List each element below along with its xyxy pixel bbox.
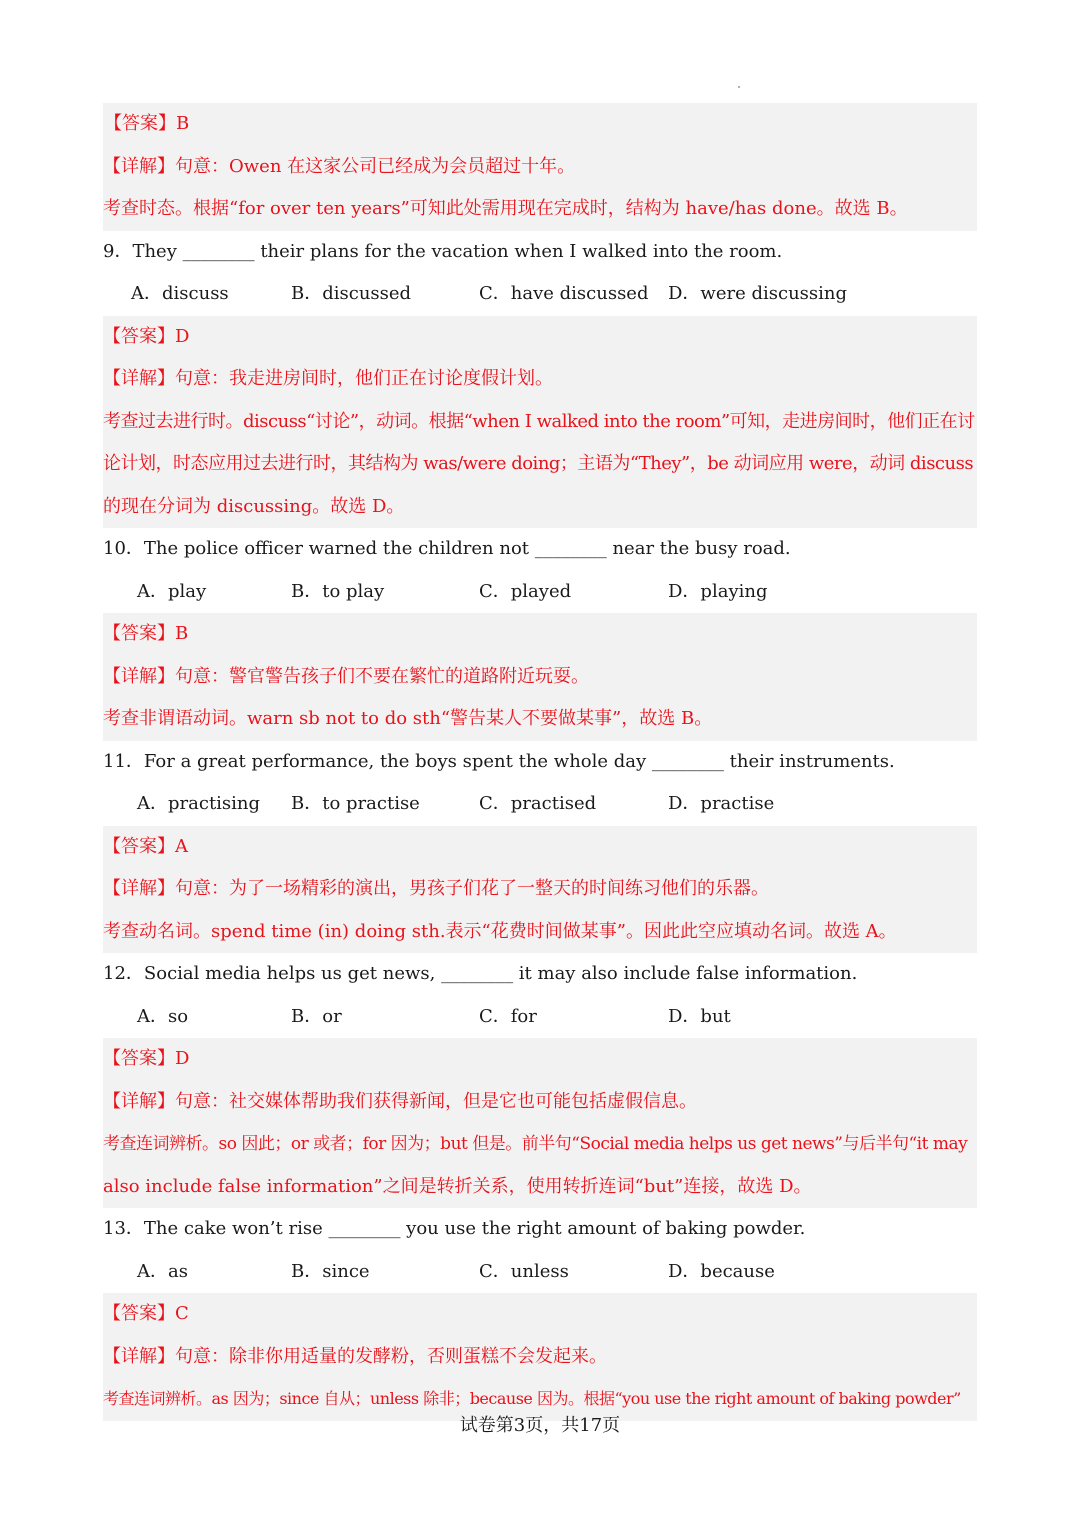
- question-9-stem: 9．They ________ their plans for the vacation when I walked into the room.: [103, 240, 783, 262]
- analysis-q9-line2: 论计划，时态应用过去进行时，其结构为 was/were doing；主语为“They”，be 动词应用 were，动词 discuss: [103, 453, 974, 474]
- option-a: A．practising: [137, 793, 261, 814]
- question-11-options: [103, 783, 977, 826]
- option-d: D．practise: [668, 793, 775, 814]
- page-content: [103, 103, 977, 1421]
- page-footer: 试卷第3页，共17页: [459, 1415, 621, 1436]
- detail-q13: 【详解】句意：除非你用适量的发酵粉，否则蛋糕不会发起来。: [103, 1345, 607, 1367]
- analysis-q9-line1: 考查过去进行时。discuss“讨论”，动词。根据“when I walked into the room”可知，走进房间时，他们正在讨: [103, 410, 975, 432]
- answer-q10: 【答案】B: [103, 623, 189, 644]
- question-10-stem: 10．The police officer warned the children not ________ near the busy road.: [103, 538, 791, 559]
- option-b: B．to play: [291, 580, 385, 602]
- option-d: D．because: [668, 1260, 775, 1282]
- option-b: B．or: [291, 1005, 342, 1027]
- option-b: B．to practise: [291, 793, 420, 814]
- answer-q13: 【答案】C: [103, 1303, 189, 1324]
- answer-q11: 【答案】A: [103, 835, 188, 857]
- question-12-stem: 12．Social media helps us get news, ________ it may also include false information.: [103, 963, 858, 984]
- question-13-stem: 13．The cake won’t rise ________ you use the right amount of baking powder.: [103, 1218, 806, 1239]
- question-13-options: [103, 1251, 977, 1294]
- detail-q12: 【详解】句意：社交媒体帮助我们获得新闻，但是它也可能包括虚假信息。: [103, 1090, 697, 1112]
- option-d: D．but: [668, 1005, 731, 1027]
- answer-block-q8: [103, 103, 977, 231]
- detail-q9: 【详解】句意：我走进房间时，他们正在讨论度假计划。: [103, 368, 553, 389]
- analysis-q10: 考查非谓语动词。warn sb not to do sth“警告某人不要做某事”，故选 B。: [103, 708, 713, 729]
- option-a: A．discuss: [131, 283, 229, 304]
- page-dot: [738, 86, 740, 88]
- analysis-q12-line2: also include false information”之间是转折关系，使用转折连词“but”连接，故选 D。: [103, 1175, 812, 1197]
- answer-block-q10: [103, 613, 977, 741]
- option-c: C．practised: [479, 793, 597, 814]
- question-11-stem: 11．For a great performance, the boys spent the whole day ________ their instruments.: [103, 750, 895, 772]
- detail-q10: 【详解】句意：警官警告孩子们不要在繁忙的道路附近玩耍。: [103, 665, 589, 687]
- option-a: A．play: [137, 580, 207, 602]
- answer-block-q13: [103, 1293, 977, 1421]
- answer-q8: 【答案】B: [104, 113, 190, 134]
- option-c: C．have discussed: [479, 283, 649, 304]
- question-9-options: [103, 273, 977, 316]
- option-a: A．so: [137, 1005, 189, 1027]
- answer-q9: 【答案】D: [103, 325, 190, 347]
- option-c: C．played: [479, 580, 572, 602]
- option-b: B．discussed: [291, 283, 412, 304]
- answer-block-q12: [103, 1038, 977, 1208]
- answer-block-q9: [103, 316, 977, 529]
- analysis-q9-line3: 的现在分词为 discussing。故选 D。: [103, 495, 405, 517]
- analysis-q11: 考查动名词。spend time (in) doing sth.表示“花费时间做某事”。因此此空应填动名词。故选 A。: [103, 920, 897, 942]
- analysis-q13-line1: 考查连词辨析。as 因为；since 自从；unless 除非；because 因为。根据“you use the right amount of baking powder”: [103, 1389, 961, 1408]
- answer-q12: 【答案】D: [103, 1048, 190, 1069]
- option-c: C．for: [479, 1005, 537, 1027]
- option-c: C．unless: [479, 1260, 569, 1282]
- answer-block-q11: [103, 826, 977, 954]
- detail-q8: 【详解】句意：Owen 在这家公司已经成为会员超过十年。: [103, 155, 576, 177]
- question-10-options: [103, 571, 977, 614]
- option-b: B．since: [291, 1260, 370, 1282]
- analysis-q8: 考查时态。根据“for over ten years”可知此处需用现在完成时，结构为 have/has done。故选 B。: [103, 198, 908, 219]
- option-a: A．as: [137, 1260, 188, 1282]
- analysis-q12-line1: 考查连词辨析。so 因此；or 或者；for 因为；but 但是。前半句“Social media helps us get news”与后半句“it may: [103, 1134, 968, 1154]
- detail-q11: 【详解】句意：为了一场精彩的演出，男孩子们花了一整天的时间练习他们的乐器。: [103, 878, 769, 899]
- option-d: D．playing: [668, 580, 768, 602]
- question-12-options: [103, 996, 977, 1039]
- option-d: D．were discussing: [668, 283, 848, 304]
